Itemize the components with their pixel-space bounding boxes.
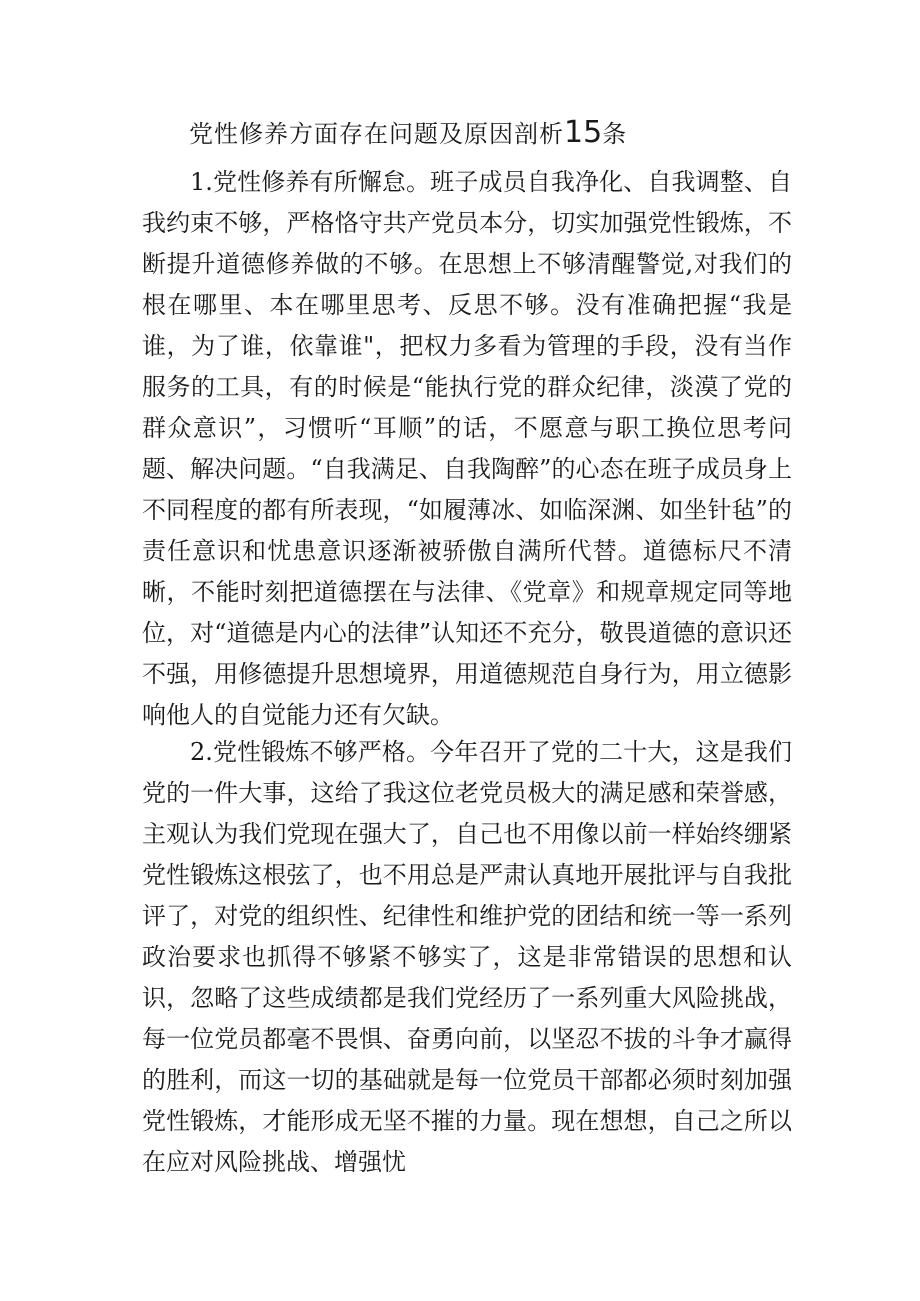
document-title	[189, 113, 627, 154]
title-number: 15	[564, 115, 603, 150]
paragraph-1: 1.党性修养有所懈怠。班子成员自我净化、自我调整、自我约束不够，严格恪守共产党员本分，切实加强党性锻炼，不断提升道德修养做的不够。在思想上不够清醒警觉,对我们的根在哪里、本在哪里思考、反思不够。没有准确把握“我是谁，为了谁，依靠谁"，把权力多看为管理的手段，没有当作服务的工具，有的时候是“能执行党的群众纪律，淡漠了党的群众意识”，习惯听“耳顺”的话，不愿意与职工换位思考问题、解决问题。“自我满足、自我陶醉”的心态在班子成员身上不同程度的都有所表现，“如履薄冰、如临深渊、如坐针毡”的责任意识和忧患意识逐渐被骄傲自满所代替。道德标尺不清晰，不能时刻把道德摆在与法律、《党章》和规章规定同等地位，对“道德是内心的法律”认知还不充分，敬畏道德的意识还不强，用修德提升思想境界，用道德规范自身行为，用立德影响他人的自觉能力还有欠缺。	[142, 168, 792, 729]
paragraph-2: 2.党性锻炼不够严格。今年召开了党的二十大，这是我们党的一件大事，这给了我这位老党员极大的满足感和荣誉感，主观认为我们党现在强大了，自己也不用像以前一样始终绷紧党性锻炼这根弦了，也不用总是严肃认真地开展批评与自我批评了，对党的组织性、纪律性和维护党的团结和统一等一系列政治要求也抓得不够紧不够实了，这是非常错误的思想和认识，忽略了这些成绩都是我们党经历了一系列重大风险挑战，每一位党员都毫不畏惧、奋勇向前，以坚忍不拔的斗争才赢得的胜利，而这一切的基础就是每一位党员干部都必须时刻加强党性锻炼，才能形成无坚不摧的力量。现在想想，自己之所以在应对风险挑战、增强忧	[142, 738, 792, 1176]
title-text: 党性修养方面存在问题及原因剖析	[189, 120, 564, 148]
title-suffix: 条	[602, 120, 628, 148]
